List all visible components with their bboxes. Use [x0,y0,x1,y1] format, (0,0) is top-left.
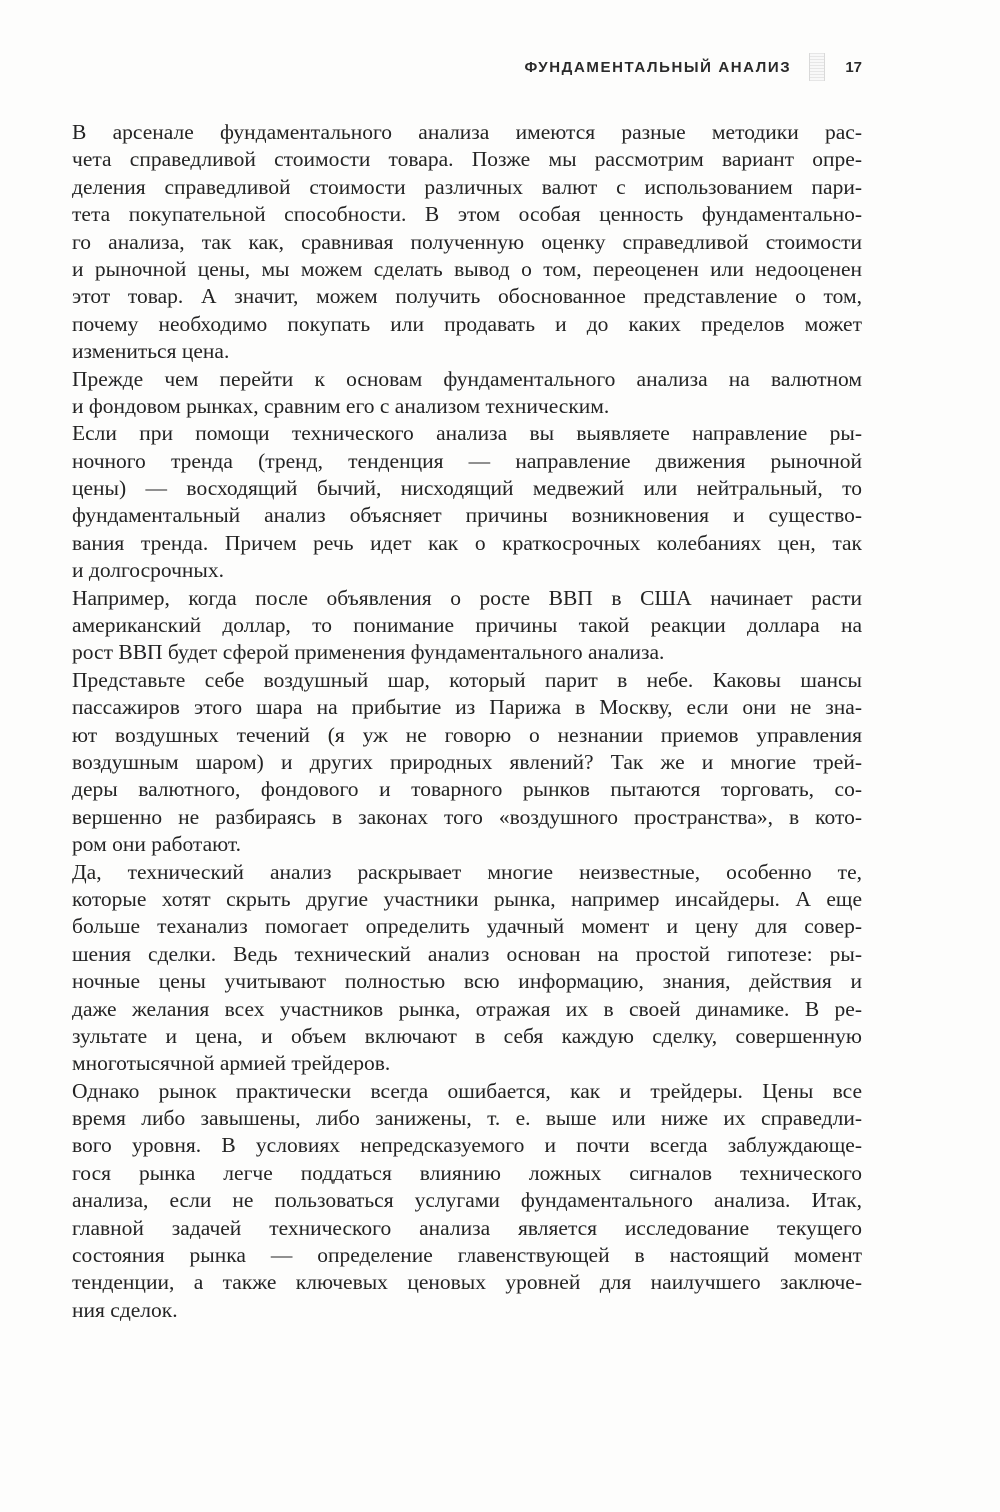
running-header [524,52,862,82]
header-decorative-mark [809,53,825,81]
paragraph-2 [72,366,862,421]
paragraph-5 [72,667,862,859]
text-line: зультате и цена, и объем включают в себя каждую сделку, совершенную [72,1023,862,1048]
text-line: почему необходимо покупать или продавать и до каких пределов может [72,311,862,336]
paragraph-3 [72,420,862,584]
text-line: вершенно не разбираясь в законах того «воздушного пространства», в кото- [72,804,862,829]
paragraph-4 [72,585,862,667]
text-line: и долгосрочных. [72,558,224,583]
text-line: чета справедливой стоимости товара. Позже мы рассмотрим вариант опре- [72,147,862,172]
text-line: американский доллар, то понимание причины такой реакции доллара на [72,613,862,638]
text-line: ночные цены учитывают полностью всю информацию, знания, действия и [72,969,862,994]
text-line: состояния рынка — определение главенствующей в настоящий момент [72,1243,862,1268]
text-line: ночного тренда (тренд, тенденция — направление движения рыночной [72,448,862,473]
text-line: Прежде чем перейти к основам фундаментального анализа на валютном [72,366,862,391]
text-line: деления справедливой стоимости различных валют с использованием пари- [72,174,862,199]
text-line: анализа, если не пользоваться услугами фундаментального анализа. Итак, [72,1188,862,1213]
text-line: гося рынка легче поддаться влиянию ложных сигналов технического [72,1160,862,1185]
text-line: рост ВВП будет сферой применения фундаментального анализа. [72,640,665,665]
text-line: Если при помощи технического анализа вы выявляете направление ры- [72,421,862,446]
paragraph-6 [72,859,862,1078]
text-line: больше теханализ помогает определить удачный момент и цену для совер- [72,914,862,939]
text-line: шения сделки. Ведь технический анализ основан на простой гипотезе: ры- [72,941,862,966]
text-line: тета покупательной способности. В этом особая ценность фундаментально- [72,202,862,227]
text-line: этот товар. А значит, можем получить обоснованное представление о том, [72,284,862,309]
text-line: Да, технический анализ раскрывает многие неизвестные, особенно те, [72,859,862,884]
text-line: многотысячной армией трейдеров. [72,1051,391,1076]
text-line: В арсенале фундаментального анализа имеются разные методики рас- [72,120,862,144]
text-line: Однако рынок практически всегда ошибается, как и трейдеры. Цены все [72,1078,862,1103]
text-line: го анализа, так как, сравнивая полученную оценку справедливой стоимости [72,229,862,254]
paragraph-7 [72,1078,862,1325]
text-line: главной задачей технического анализа является исследование текущего [72,1215,862,1240]
text-line: деры валютного, фондового и товарного рынков пытаются торговать, со- [72,777,862,802]
text-line: пассажиров этого шара на прибытие из Парижа в Москву, если они не зна- [72,695,862,720]
text-line: ния сделок. [72,1297,178,1322]
text-line: ром они работают. [72,832,242,857]
text-line: которые хотят скрыть другие участники рынка, например инсайдеры. А еще [72,886,862,911]
text-line: и фондовом рынках, сравним его с анализом техническим. [72,393,610,418]
page-number: 17 [845,58,862,76]
text-line: измениться цена. [72,339,230,364]
text-line: ют воздушных течений (я уж не говорю о незнании приемов управления [72,722,862,747]
text-line: цены) — восходящий бычий, нисходящий медвежий или нейтральный, то [72,476,862,501]
text-line: Например, когда после объявления о росте ВВП в США начинает расти [72,585,862,610]
text-line: воздушным шаром) и других природных явлений? Так же и многие трей- [72,749,862,774]
text-line: тенденции, а также ключевых ценовых уровней для наилучшего заключе- [72,1270,862,1295]
text-line: даже желания всех участников рынка, отражая их в своей динамике. В ре- [72,996,862,1021]
text-line: вания тренда. Причем речь идет как о краткосрочных колебаниях цен, так [72,530,862,555]
text-line: вого уровня. В условиях непредсказуемого и почти всегда заблуждающе- [72,1133,862,1158]
text-line: Представьте себе воздушный шар, который парит в небе. Каковы шансы [72,667,862,692]
header-title: ФУНДАМЕНТАЛЬНЫЙ АНАЛИЗ [524,58,792,76]
text-line: время либо завышены, либо занижены, т. е. выше или ниже их справедли- [72,1106,862,1131]
paragraph-1 [72,119,862,366]
body-text [72,119,862,1324]
text-line: фундаментальный анализ объясняет причины возникновения и существо- [72,503,862,528]
text-line: и рыночной цены, мы можем сделать вывод о том, переоценен или недооценен [72,256,862,281]
